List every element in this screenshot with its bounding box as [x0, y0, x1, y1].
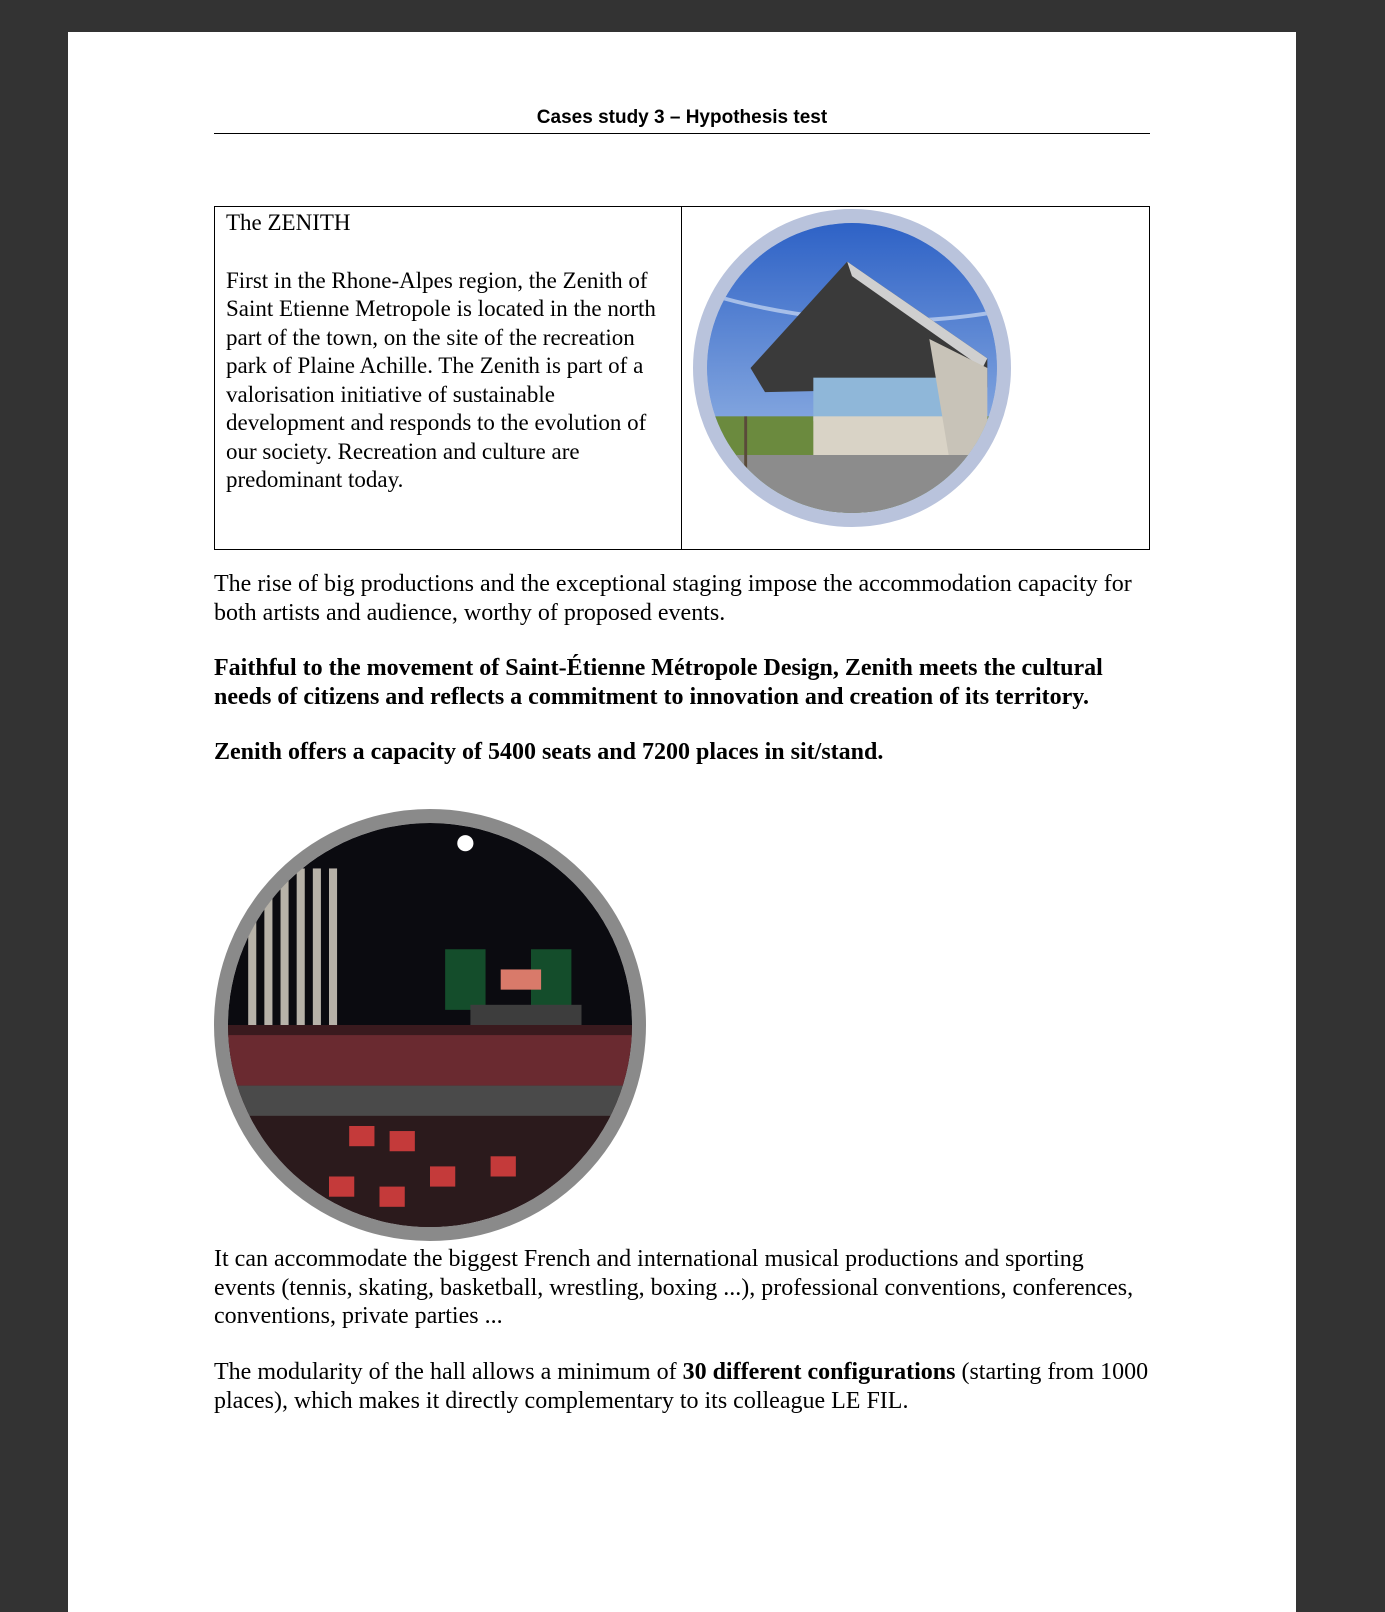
modularity-text-post: (starting from 1000 places), which makes it directly complementary to its colleague LE FIL.: [214, 1359, 1149, 1414]
modularity-text-bold: 30 different configurations: [682, 1359, 956, 1385]
intro-text-cell: [215, 207, 682, 549]
intro-table: [214, 206, 1150, 550]
paragraph-modularity: [214, 1358, 1150, 1415]
intro-image-cell: [682, 207, 1149, 549]
intro-body: First in the Rhone-Alpes region, the Zenith of Saint Etienne Metropole is located in the north part of the town, on the site of the recreation park of Plaine Achille. The Zenith is part of a valorisation initiative of sustainable development and responds to the evolution of our society. Recreation and culture are predominant today.: [226, 267, 656, 492]
paragraph-rise: The rise of big productions and the exceptional staging impose the accommodation capacity for both artists and audience, worthy of proposed events.: [214, 571, 1132, 626]
paragraph-faithful: Faithful to the movement of Saint-Étienne Métropole Design, Zenith meets the cultural needs of citizens and reflects a commitment to innovation and creation of its territory.: [214, 655, 1103, 710]
paragraph-accommodate: It can accommodate the biggest French and international musical productions and sporting events (tennis, skating, basketball, wrestling, boxing ...), professional conventions, conferences, conventions, private parties ...: [214, 1246, 1134, 1329]
intro-title: The ZENITH: [226, 210, 351, 235]
zenith-exterior-photo: [693, 209, 1011, 527]
modularity-text-pre: The modularity of the hall allows a minimum of: [214, 1359, 683, 1385]
page-header-title: Cases study 3 – Hypothesis test: [214, 107, 1150, 134]
zenith-interior-photo: [214, 809, 646, 1241]
paragraph-capacity: Zenith offers a capacity of 5400 seats and 7200 places in sit/stand.: [214, 739, 884, 765]
document-page: [68, 32, 1296, 1612]
